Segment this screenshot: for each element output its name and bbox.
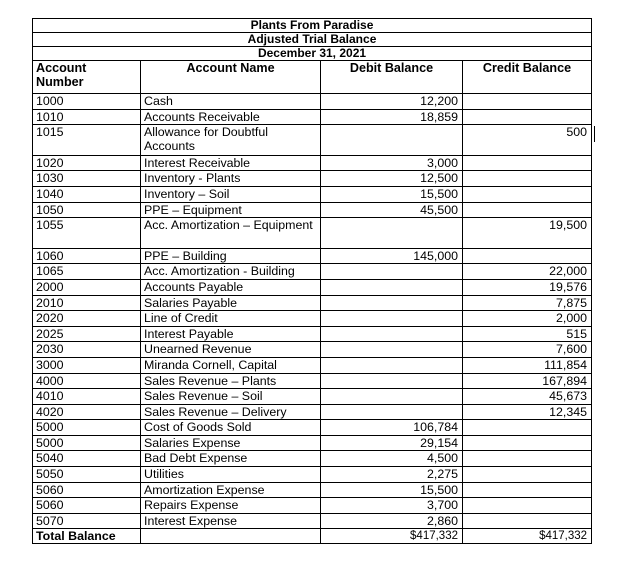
debit-cell [321,389,463,405]
table-row [33,171,592,187]
account-name-cell: Salaries Payable [141,295,321,311]
credit-cell [463,435,592,451]
credit-cell [463,109,592,125]
account-name-cell: Cost of Goods Sold [141,420,321,436]
account-number-cell: 3000 [33,357,141,373]
account-name-cell: Inventory - Plants [141,171,321,187]
account-name-cell: Allowance for Doubtful Accounts [141,125,321,156]
debit-cell: 3,700 [321,498,463,514]
account-name-cell: Salaries Expense [141,435,321,451]
account-number-cell: 2010 [33,295,141,311]
table-row [33,498,592,514]
account-name-cell: Line of Credit [141,311,321,327]
account-name-cell: PPE – Equipment [141,202,321,218]
credit-cell [463,513,592,529]
account-name-cell: Sales Revenue – Soil [141,389,321,405]
account-name-cell: Acc. Amortization – Equipment [141,218,321,249]
account-name-cell: Sales Revenue – Delivery [141,404,321,420]
debit-cell [321,357,463,373]
table-row [33,125,592,156]
credit-cell [463,482,592,498]
account-number-cell: 1040 [33,186,141,202]
table-row [33,295,592,311]
table-row [33,94,592,110]
debit-cell: 3,000 [321,155,463,171]
credit-cell: 500 [463,125,592,156]
account-number-cell: 5040 [33,451,141,467]
debit-cell: 29,154 [321,435,463,451]
credit-cell: 22,000 [463,264,592,280]
report-title: Adjusted Trial Balance [33,33,592,47]
account-number-cell: 1030 [33,171,141,187]
debit-cell: 4,500 [321,451,463,467]
credit-cell [463,498,592,514]
table-row [33,420,592,436]
debit-cell [321,295,463,311]
debit-cell [321,404,463,420]
debit-cell: 12,200 [321,94,463,110]
account-name-cell: Interest Expense [141,513,321,529]
table-row [33,389,592,405]
debit-cell: 106,784 [321,420,463,436]
table-row [33,218,592,249]
table-row [33,404,592,420]
credit-cell: 19,500 [463,218,592,249]
debit-cell [321,125,463,156]
account-number-cell: 5000 [33,420,141,436]
credit-cell: 2,000 [463,311,592,327]
table-row [33,513,592,529]
company-name: Plants From Paradise [33,19,592,33]
total-name-cell [141,529,321,544]
account-number-cell: 4010 [33,389,141,405]
account-number-cell: 2030 [33,342,141,358]
table-row [33,279,592,295]
account-number-cell: 1010 [33,109,141,125]
table-row [33,326,592,342]
table-row [33,357,592,373]
account-name-cell: Accounts Receivable [141,109,321,125]
account-name-cell: Sales Revenue – Plants [141,373,321,389]
account-number-cell: 4020 [33,404,141,420]
credit-cell: 167,894 [463,373,592,389]
account-name-cell: Miranda Cornell, Capital [141,357,321,373]
credit-cell [463,451,592,467]
header-account-name: Account Name [141,61,321,94]
table-row [33,467,592,483]
table-row [33,109,592,125]
credit-cell: 45,673 [463,389,592,405]
account-number-cell: 1000 [33,94,141,110]
account-name-cell: PPE – Building [141,248,321,264]
account-name-cell: Utilities [141,467,321,483]
debit-cell: 2,275 [321,467,463,483]
credit-cell [463,467,592,483]
debit-cell: 145,000 [321,248,463,264]
header-account-number: Account Number [33,61,141,94]
credit-cell: 7,600 [463,342,592,358]
credit-cell [463,248,592,264]
table-row [33,435,592,451]
account-number-cell: 1055 [33,218,141,249]
table-row [33,248,592,264]
account-name-cell: Cash [141,94,321,110]
debit-cell [321,218,463,249]
account-name-cell: Repairs Expense [141,498,321,514]
table-row [33,451,592,467]
header-debit-balance: Debit Balance [321,61,463,94]
credit-cell [463,186,592,202]
debit-cell [321,311,463,327]
account-number-cell: 4000 [33,373,141,389]
account-number-cell: 2020 [33,311,141,327]
account-name-cell: Acc. Amortization - Building [141,264,321,280]
credit-cell: 7,875 [463,295,592,311]
account-name-cell: Interest Payable [141,326,321,342]
account-name-cell: Unearned Revenue [141,342,321,358]
table-row [33,186,592,202]
account-name-cell: Accounts Payable [141,279,321,295]
account-number-cell: 2000 [33,279,141,295]
account-name-cell: Interest Receivable [141,155,321,171]
total-label: Total Balance [33,529,141,544]
credit-cell [463,94,592,110]
account-number-cell: 5000 [33,435,141,451]
table-row [33,482,592,498]
debit-cell [321,264,463,280]
debit-cell: 12,500 [321,171,463,187]
account-number-cell: 1050 [33,202,141,218]
credit-cell [463,155,592,171]
total-debit: $417,332 [321,529,463,544]
table-row [33,342,592,358]
account-number-cell: 2025 [33,326,141,342]
credit-cell: 111,854 [463,357,592,373]
table-row [33,373,592,389]
account-number-cell: 5060 [33,482,141,498]
text-cursor [594,126,595,142]
header-credit-balance: Credit Balance [463,61,592,94]
account-number-cell: 1020 [33,155,141,171]
debit-cell: 45,500 [321,202,463,218]
account-name-cell: Bad Debt Expense [141,451,321,467]
debit-cell: 15,500 [321,186,463,202]
debit-cell [321,279,463,295]
credit-cell [463,202,592,218]
debit-cell [321,326,463,342]
table-row [33,311,592,327]
credit-cell: 12,345 [463,404,592,420]
account-number-cell: 1060 [33,248,141,264]
table-row [33,202,592,218]
debit-cell [321,373,463,389]
credit-cell [463,171,592,187]
adjusted-trial-balance-table [32,18,592,544]
credit-cell: 515 [463,326,592,342]
table-row [33,264,592,280]
debit-cell: 2,860 [321,513,463,529]
credit-cell: 19,576 [463,279,592,295]
table-row [33,155,592,171]
account-number-cell: 5060 [33,498,141,514]
account-number-cell: 1015 [33,125,141,156]
account-name-cell: Amortization Expense [141,482,321,498]
account-name-cell: Inventory – Soil [141,186,321,202]
total-credit: $417,332 [463,529,592,544]
report-date: December 31, 2021 [33,47,592,61]
debit-cell: 18,859 [321,109,463,125]
debit-cell: 15,500 [321,482,463,498]
total-row [33,529,592,544]
debit-cell [321,342,463,358]
account-number-cell: 5050 [33,467,141,483]
credit-cell [463,420,592,436]
column-header-row [33,61,592,94]
account-number-cell: 5070 [33,513,141,529]
account-number-cell: 1065 [33,264,141,280]
